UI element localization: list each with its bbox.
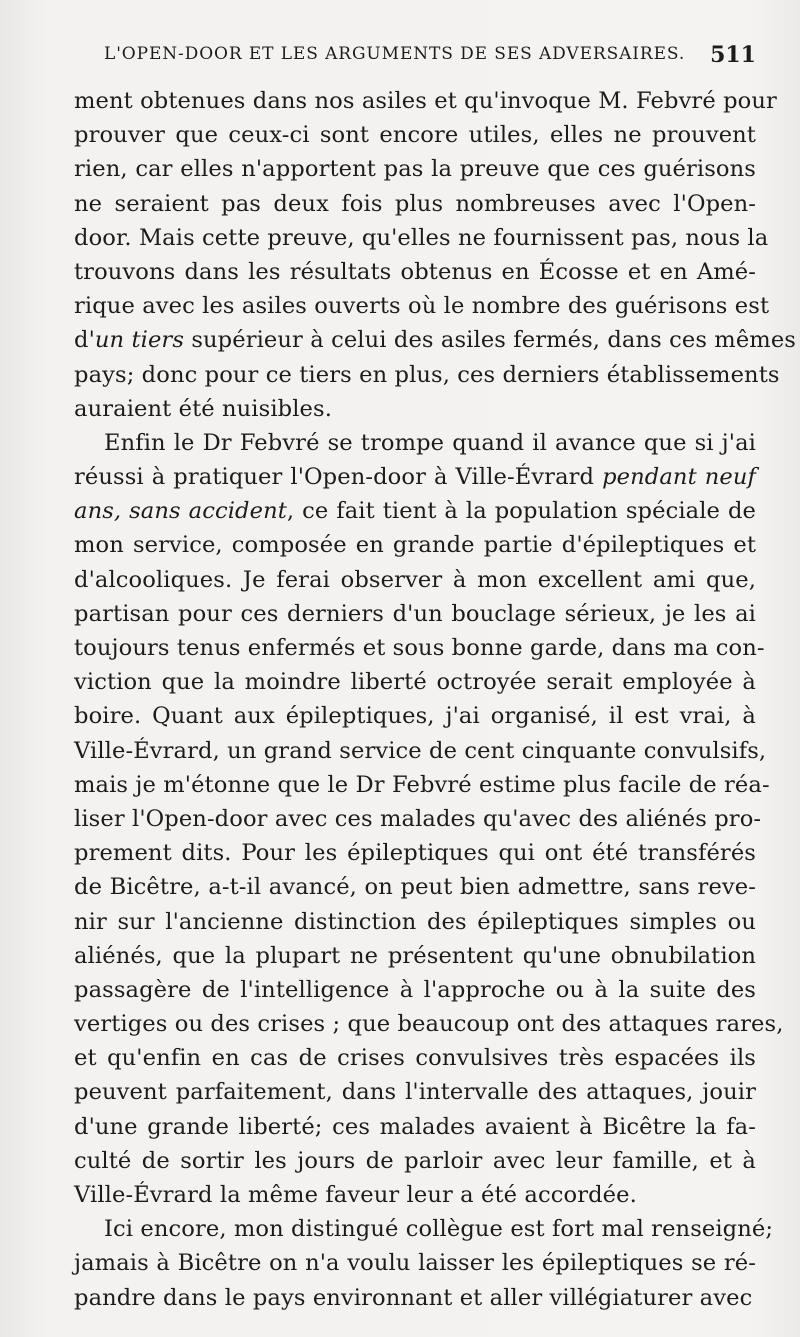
text-line: Ici encore, mon distingué collègue est fort mal renseigné; (104, 1216, 774, 1243)
text-line: vertiges ou des crises ; que beaucoup ont des attaques rares, (74, 1011, 784, 1038)
text-line: ne seraient pas deux fois plus nombreuses avec l'Open- (74, 190, 756, 217)
text-line: rien, car elles n'apportent pas la preuve que ces guérisons (74, 156, 756, 183)
text-line: Enfin le Dr Febvré se trompe quand il avance que si j'ai (104, 429, 756, 456)
paragraph (74, 1212, 774, 1315)
text-line: liser l'Open-door avec ces malades qu'avec des aliénés pro- (74, 805, 762, 832)
text-line: auraient été nuisibles. (74, 395, 332, 422)
text-line: d'alcooliques. Je ferai observer à mon excellent ami que, (74, 566, 756, 593)
italic-emphasis: ans, sans accident (74, 498, 287, 525)
text-line: partisan pour ces derniers d'un bouclage sérieux, je les ai (74, 600, 756, 627)
text-line: réussi à pratiquer l'Open-door à Ville-Évrard pendant neuf (74, 464, 756, 491)
text-line: passagère de l'intelligence à l'approche ou à la suite des (74, 976, 756, 1003)
text-line: Ville-Évrard la même faveur leur a été accordée. (74, 1182, 637, 1208)
text-line: Ville-Évrard, un grand service de cent cinquante convulsifs, (74, 737, 767, 764)
text-line: d'un tiers supérieur à celui des asiles fermés, dans ces mêmes (74, 327, 796, 354)
paragraph (74, 84, 796, 426)
text-line: viction que la moindre liberté octroyée serait employée à (74, 669, 756, 696)
italic-emphasis: un tiers (94, 327, 185, 354)
text-line: jamais à Bicêtre on n'a voulu laisser les épileptiques se ré- (74, 1250, 756, 1277)
text-line: rique avec les asiles ouverts où le nombre des guérisons est (74, 293, 770, 320)
text-line: d'une grande liberté; ces malades avaient à Bicêtre la fa- (74, 1113, 756, 1140)
text-line: aliénés, que la plupart ne présentent qu'une obnubilation (74, 942, 756, 969)
running-title: L'OPEN-DOOR ET LES ARGUMENTS DE SES ADVERSAIRES. (104, 44, 686, 64)
running-head (104, 44, 756, 74)
text-line: nir sur l'ancienne distinction des épileptiques simples ou (74, 908, 756, 935)
text-line: culté de sortir les jours de parloir avec leur famille, et à (74, 1147, 756, 1174)
text-line: prouver que ceux-ci sont encore utiles, elles ne prouvent (74, 122, 756, 149)
text-line: ment obtenues dans nos asiles et qu'invoque M. Febvré pour (74, 88, 777, 114)
text-line: pandre dans le pays environnant et aller villégiaturer avec (74, 1284, 753, 1311)
text-line: toujours tenus enfermés et sous bonne garde, dans ma con- (74, 635, 765, 661)
page-number: 511 (710, 42, 756, 68)
text-line: mais je m'étonne que le Dr Febvré estime plus facile de réa- (74, 771, 770, 798)
text-line: door. Mais cette preuve, qu'elles ne fournissent pas, nous la (74, 224, 769, 251)
text-line: de Bicêtre, a-t-il avancé, on peut bien admettre, sans reve- (74, 874, 756, 901)
text-line: et qu'enfin en cas de crises convulsives très espacées ils (74, 1045, 756, 1072)
text-line: boire. Quant aux épileptiques, j'ai organisé, il est vrai, à (74, 703, 756, 730)
text-line: ans, sans accident, ce fait tient à la population spéciale de (74, 498, 756, 525)
italic-emphasis: pendant neuf (602, 464, 756, 491)
text-line: trouvons dans les résultats obtenus en Écosse et en Amé- (74, 258, 756, 285)
text-line: pays; donc pour ce tiers en plus, ces derniers établissements (74, 361, 780, 388)
text-line: prement dits. Pour les épileptiques qui ont été transférés (74, 840, 756, 867)
text-line: mon service, composée en grande partie d'épileptiques et (74, 532, 756, 559)
paragraph (74, 426, 784, 1212)
text-line: peuvent parfaitement, dans l'intervalle des attaques, jouir (74, 1079, 756, 1106)
body-text (74, 84, 796, 1315)
